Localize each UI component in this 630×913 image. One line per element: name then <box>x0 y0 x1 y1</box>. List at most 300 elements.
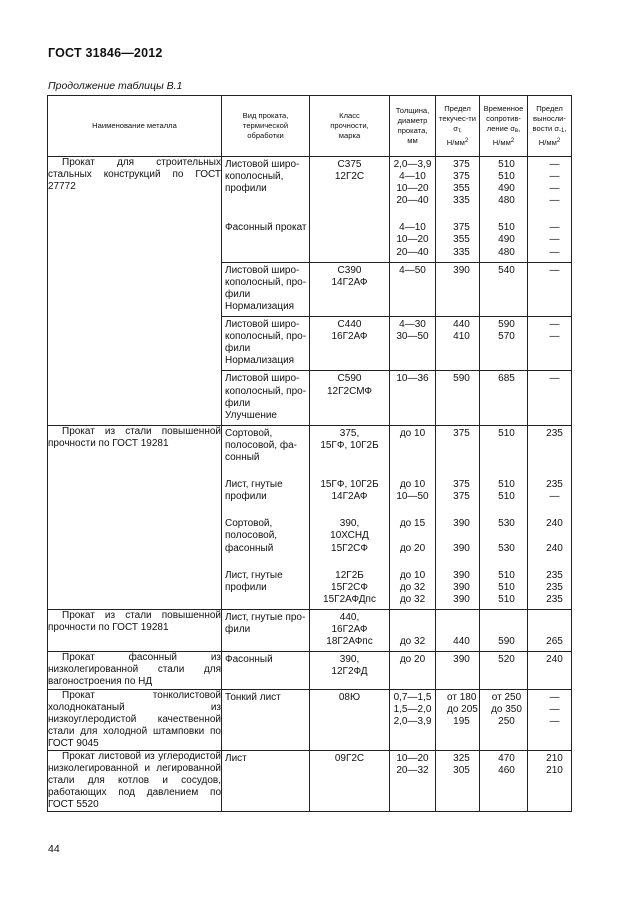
cell-line: 0,7—1,5 <box>393 691 432 703</box>
cell-line: 570 <box>498 331 515 343</box>
cell-block <box>528 426 571 467</box>
cell-line <box>531 612 568 624</box>
cell-line: С440 <box>337 319 362 331</box>
cell-block <box>436 610 479 651</box>
cell-block <box>222 157 309 210</box>
grade-cell <box>310 317 390 371</box>
cell-line: — <box>549 195 560 207</box>
grade-cell <box>310 262 390 316</box>
cell-line: фили <box>225 343 251 355</box>
cell-line: профили <box>225 183 267 195</box>
cell-block <box>222 558 309 609</box>
cell-line <box>439 612 476 624</box>
cell-line: 590 <box>498 636 515 648</box>
cell-block <box>528 690 571 731</box>
cell-line: до 350 <box>491 703 522 715</box>
thickness-cell <box>390 157 436 263</box>
cell-line <box>439 624 476 636</box>
cell-line: 18Г2АФпс <box>326 636 373 648</box>
metal-name-cell: Прокат из стали повышенной прочности по ГОСТ 19281 <box>48 609 222 651</box>
cell-line: 240 <box>546 654 563 666</box>
cell-line: — <box>549 183 560 195</box>
cell-line: 240 <box>546 518 563 530</box>
cell-line: кополосный, про- <box>225 331 307 343</box>
cell-line <box>483 624 524 636</box>
yield-cell <box>436 609 480 651</box>
cell-line: 510 <box>498 171 515 183</box>
cell-block <box>310 558 389 609</box>
grade-cell <box>310 371 390 425</box>
cell-line: 390 <box>453 593 470 605</box>
cell-line: Улучшение <box>225 409 277 421</box>
cell-line: — <box>549 222 560 234</box>
header-grade: Класс прочности, марка <box>310 96 390 157</box>
cell-line: 685 <box>498 373 515 385</box>
grade-cell <box>310 750 390 811</box>
tensile-cell <box>480 609 528 651</box>
cell-line: 510 <box>498 491 515 503</box>
table-header-row <box>48 96 572 157</box>
cell-block <box>310 690 389 731</box>
cell-block <box>436 558 479 609</box>
tensile-cell <box>480 317 528 371</box>
endurance-cell <box>528 689 572 750</box>
thickness-cell <box>390 371 436 425</box>
cell-line: фасонный <box>225 542 274 554</box>
cell-line: 470 <box>498 752 515 764</box>
cell-block <box>310 263 389 316</box>
tensile-cell <box>480 652 528 689</box>
cell-line: Лист, гнутые <box>225 479 283 491</box>
cell-line: до 32 <box>399 636 426 648</box>
tensile-cell <box>480 689 528 750</box>
cell-block <box>528 652 571 681</box>
cell-line: до 10 <box>399 569 426 581</box>
cell-line: кополосный, <box>225 171 284 183</box>
cell-line: 2,0—3,9 <box>393 159 432 170</box>
cell-line: 375, <box>339 427 360 439</box>
cell-line: 325 <box>453 752 470 764</box>
metal-name-cell: Прокат фасонный из низколегированной стали для вагоностроения по НД <box>48 652 221 688</box>
cell-block <box>390 157 435 210</box>
cell-line <box>531 624 568 636</box>
cell-line: от 180 <box>447 691 477 703</box>
thickness-cell <box>390 317 436 371</box>
cell-line: Листовой широ- <box>225 264 300 276</box>
cell-block <box>480 652 527 681</box>
cell-line: 10—20 <box>396 234 429 246</box>
cell-line: 4—10 <box>399 222 426 234</box>
cell-block <box>310 467 389 506</box>
cell-block <box>310 610 389 651</box>
metal-name-cell: Прокат для строительных стальных конструкций по ГОСТ 27772 <box>48 157 222 426</box>
cell-line: 14Г2АФ <box>331 491 368 503</box>
cell-block <box>390 426 435 467</box>
cell-block <box>310 751 389 780</box>
cell-line: 390, <box>339 654 360 666</box>
tensile-cell <box>480 157 528 263</box>
cell-line: 12Г2Б <box>335 569 364 581</box>
cell-line: 10ХСНД <box>330 530 369 542</box>
cell-block <box>310 652 389 681</box>
cell-block <box>480 506 527 557</box>
type-cell <box>222 262 310 316</box>
cell-block <box>436 467 479 506</box>
cell-line: 490 <box>498 183 515 195</box>
cell-line: 195 <box>453 715 470 727</box>
cell-line: 235 <box>546 581 563 593</box>
cell-line: Нормализация <box>225 355 295 367</box>
header-tensile: Временное сопротив-ление $\sigma_в$, $Н/мм^2$ <box>480 96 528 157</box>
type-cell <box>222 609 310 651</box>
cell-line: Листовой широ- <box>225 373 300 385</box>
endurance-cell <box>528 750 572 811</box>
cell-block <box>528 751 571 780</box>
cell-block <box>310 371 389 424</box>
cell-block <box>222 210 309 261</box>
cell-line: до 10 <box>399 427 426 439</box>
yield-cell <box>436 652 480 689</box>
cell-line: Сортовой, <box>225 518 273 530</box>
cell-line: — <box>549 246 560 258</box>
cell-block <box>390 652 435 681</box>
cell-line: 235 <box>546 569 563 581</box>
cell-line: 1,5—2,0 <box>393 703 432 715</box>
cell-line <box>393 624 432 636</box>
cell-line: 390 <box>453 569 470 581</box>
cell-block <box>222 506 309 557</box>
type-cell <box>222 689 310 750</box>
grade-cell <box>310 157 390 263</box>
cell-line: 520 <box>498 654 515 666</box>
cell-line: 510 <box>498 593 515 605</box>
cell-line: до 205 <box>447 703 478 715</box>
cell-block <box>528 467 571 506</box>
cell-line: 490 <box>498 234 515 246</box>
cell-line: 335 <box>453 195 470 207</box>
grade-cell <box>310 425 390 609</box>
cell-line: 4—10 <box>399 171 426 183</box>
cell-line: 15Г2АФДпс <box>323 593 376 605</box>
cell-block <box>480 751 527 780</box>
cell-block <box>222 426 309 467</box>
cell-block <box>390 751 435 780</box>
cell-line: — <box>549 691 560 703</box>
cell-line: Сортовой, <box>225 427 273 439</box>
endurance-cell <box>528 652 572 689</box>
table-row <box>48 425 572 609</box>
cell-block <box>436 371 479 424</box>
cell-line: 10—36 <box>396 373 429 385</box>
cell-line: 530 <box>498 518 515 530</box>
cell-line: 265 <box>546 636 563 648</box>
cell-line: 355 <box>453 234 470 246</box>
cell-block <box>222 690 309 731</box>
type-cell <box>222 652 310 689</box>
cell-line: 540 <box>498 264 515 276</box>
cell-line: 440 <box>453 319 470 331</box>
cell-line <box>483 612 524 624</box>
endurance-cell <box>528 371 572 425</box>
cell-line: 390 <box>453 654 470 666</box>
cell-line: 12Г2СМФ <box>326 385 373 397</box>
cell-line: 10—50 <box>396 491 429 503</box>
cell-line: 590 <box>453 373 470 385</box>
yield-cell <box>436 750 480 811</box>
header-thickness: Толщина, диаметр проката, мм <box>390 96 436 157</box>
cell-line: — <box>549 171 560 183</box>
cell-line: — <box>549 373 560 385</box>
cell-line: Нормализация <box>225 300 295 312</box>
cell-line: — <box>549 234 560 246</box>
endurance-cell <box>528 425 572 609</box>
cell-line: С390 <box>337 264 362 276</box>
cell-line: 440 <box>453 636 470 648</box>
cell-line: — <box>549 319 560 331</box>
cell-line: 530 <box>498 542 515 554</box>
cell-line: 235 <box>546 479 563 491</box>
cell-line <box>439 530 476 542</box>
yield-cell <box>436 157 480 263</box>
cell-line: до 32 <box>399 581 426 593</box>
cell-line <box>393 612 432 624</box>
grade-cell <box>310 609 390 651</box>
cell-line: до 20 <box>399 542 426 554</box>
cell-line <box>531 530 568 542</box>
cell-line: 235 <box>546 593 563 605</box>
tensile-cell <box>480 262 528 316</box>
cell-line: — <box>549 703 560 715</box>
table-row <box>48 689 572 750</box>
cell-line: 510 <box>498 569 515 581</box>
cell-line: 250 <box>498 715 515 727</box>
cell-line: 2,0—3,9 <box>393 715 432 727</box>
cell-line: 210 <box>546 765 563 777</box>
cell-block <box>480 263 527 316</box>
thickness-cell <box>390 425 436 609</box>
cell-line: Лист <box>225 752 247 764</box>
cell-line: Фасонный <box>225 654 273 666</box>
type-cell <box>222 157 310 263</box>
type-cell <box>222 750 310 811</box>
cell-line: 590 <box>498 319 515 331</box>
cell-line: 08Ю <box>338 691 361 703</box>
cell-line: 510 <box>498 159 515 170</box>
cell-line: 375 <box>453 222 470 234</box>
cell-line: кополосный, про- <box>225 276 307 288</box>
thickness-cell <box>390 262 436 316</box>
cell-line: полосовой, <box>225 530 278 542</box>
yield-cell <box>436 371 480 425</box>
table-row <box>48 750 572 811</box>
cell-block <box>480 610 527 651</box>
cell-block <box>390 317 435 370</box>
endurance-cell <box>528 262 572 316</box>
cell-line: 390 <box>453 264 470 276</box>
cell-block <box>390 690 435 731</box>
cell-line: кополосный, про- <box>225 385 307 397</box>
cell-line: 390, <box>339 518 360 530</box>
cell-line: до 15 <box>399 518 426 530</box>
cell-line: фили <box>225 397 251 409</box>
document-title: ГОСТ 31846—2012 <box>48 46 163 60</box>
cell-line: — <box>549 264 560 276</box>
metal-name-cell: Прокат тонколистовой холоднокатаный из низкоуглеродистой качественной стали для холодной штамповки по ГОСТ 9045 <box>48 689 221 749</box>
cell-line: 510 <box>498 222 515 234</box>
cell-line: до 10 <box>399 479 426 491</box>
cell-block <box>390 558 435 609</box>
cell-block <box>480 157 527 210</box>
cell-line: С590 <box>337 373 362 385</box>
grade-cell <box>310 652 390 689</box>
cell-line: 510 <box>498 427 515 439</box>
cell-line: 375 <box>453 479 470 491</box>
cell-line: 375 <box>453 427 470 439</box>
cell-line: 410 <box>453 331 470 343</box>
cell-block <box>436 317 479 370</box>
cell-line: профили <box>225 581 267 593</box>
endurance-cell <box>528 609 572 651</box>
thickness-cell <box>390 750 436 811</box>
cell-line: фили <box>225 624 251 636</box>
tensile-cell <box>480 425 528 609</box>
cell-line: С375 <box>337 159 362 170</box>
cell-line: 390 <box>453 518 470 530</box>
cell-line: 16Г2АФ <box>331 331 368 343</box>
endurance-cell <box>528 317 572 371</box>
cell-block <box>436 263 479 316</box>
cell-block <box>480 426 527 467</box>
cell-line: 240 <box>546 542 563 554</box>
cell-line <box>393 530 432 542</box>
cell-line: 14Г2АФ <box>331 276 368 288</box>
cell-line: полосовой, фа- <box>225 439 297 451</box>
cell-block <box>222 317 309 370</box>
yield-cell <box>436 689 480 750</box>
cell-block <box>390 263 435 316</box>
cell-line: 510 <box>498 581 515 593</box>
header-yield: Предел текучес-ти $\sigma_{т,}$ $Н/мм^2$ <box>436 96 480 157</box>
cell-block <box>528 157 571 210</box>
cell-block <box>528 263 571 316</box>
cell-block <box>528 506 571 557</box>
cell-line: — <box>549 331 560 343</box>
cell-block <box>436 652 479 681</box>
cell-line: 10—20 <box>396 183 429 195</box>
cell-line: 20—40 <box>396 246 429 258</box>
cell-block <box>222 467 309 506</box>
cell-line: от 250 <box>491 691 522 703</box>
thickness-cell <box>390 609 436 651</box>
cell-block <box>436 506 479 557</box>
cell-block <box>436 157 479 210</box>
cell-block <box>310 506 389 557</box>
cell-line: 480 <box>498 195 515 207</box>
tensile-cell <box>480 750 528 811</box>
cell-line: 15Г2СФ <box>331 542 368 554</box>
yield-cell <box>436 262 480 316</box>
cell-block <box>480 690 527 731</box>
cell-block <box>390 506 435 557</box>
cell-line: сонный <box>225 452 260 464</box>
cell-block <box>480 558 527 609</box>
cell-line: 12Г2С <box>334 171 365 183</box>
cell-block <box>310 426 389 467</box>
cell-block <box>222 751 309 780</box>
cell-line: 390 <box>453 542 470 554</box>
cell-line: 20—40 <box>396 195 429 207</box>
cell-line: 460 <box>498 765 515 777</box>
cell-block <box>390 371 435 424</box>
table-row <box>48 652 572 689</box>
cell-line: 16Г2АФ <box>331 624 368 636</box>
grade-cell <box>310 689 390 750</box>
cell-line: 4—30 <box>399 319 426 331</box>
endurance-cell <box>528 157 572 263</box>
metal-name-cell: Прокат листовой из углеродистой низколегированной и легированной стали для котлов и сосудов, работающих под давлением по ГОСТ 5520 <box>48 750 221 811</box>
cell-line: — <box>549 715 560 727</box>
cell-line: 15ГФ, 10Г2Б <box>320 439 379 451</box>
cell-line: Лист, гнутые про- <box>225 611 306 623</box>
cell-block <box>436 210 479 261</box>
table-body <box>48 157 572 812</box>
cell-block <box>528 558 571 609</box>
cell-line: 10—20 <box>396 752 429 764</box>
cell-line: 15Г2СФ <box>331 581 368 593</box>
type-cell <box>222 425 310 609</box>
cell-line: Тонкий лист <box>225 691 281 703</box>
cell-block <box>436 751 479 780</box>
table-row <box>48 609 572 651</box>
header-type: Вид проката, термической обработки <box>222 96 310 157</box>
cell-line: до 20 <box>399 654 426 666</box>
cell-line <box>483 530 524 542</box>
cell-block <box>528 210 571 261</box>
cell-line: профили <box>225 491 267 503</box>
cell-block <box>480 317 527 370</box>
cell-block <box>310 157 389 210</box>
cell-line: 09Г2С <box>334 752 365 764</box>
cell-line: Листовой широ- <box>225 159 300 170</box>
cell-line: до 32 <box>399 593 426 605</box>
cell-block <box>310 210 389 261</box>
cell-block <box>480 467 527 506</box>
yield-cell <box>436 317 480 371</box>
cell-block <box>436 426 479 467</box>
cell-line: — <box>549 491 560 503</box>
cell-line: 375 <box>453 491 470 503</box>
cell-line: 480 <box>498 246 515 258</box>
cell-line: 305 <box>453 765 470 777</box>
cell-line: 20—32 <box>396 765 429 777</box>
steel-properties-table <box>47 95 572 812</box>
header-endurance: Предел выносли-вости $\sigma_{-1}$, $Н/мм^2$ <box>528 96 572 157</box>
cell-line: 375 <box>453 171 470 183</box>
cell-block <box>390 210 435 261</box>
cell-line: 355 <box>453 183 470 195</box>
cell-line: — <box>549 159 560 170</box>
cell-block <box>222 263 309 316</box>
cell-line: 510 <box>498 479 515 491</box>
yield-cell <box>436 425 480 609</box>
cell-line: 235 <box>546 427 563 439</box>
cell-block <box>528 610 571 651</box>
cell-block <box>480 371 527 424</box>
cell-block <box>390 610 435 651</box>
cell-block <box>222 652 309 681</box>
metal-name-cell: Прокат из стали повышенной прочности по ГОСТ 19281 <box>48 425 222 609</box>
cell-line: Листовой широ- <box>225 319 300 331</box>
